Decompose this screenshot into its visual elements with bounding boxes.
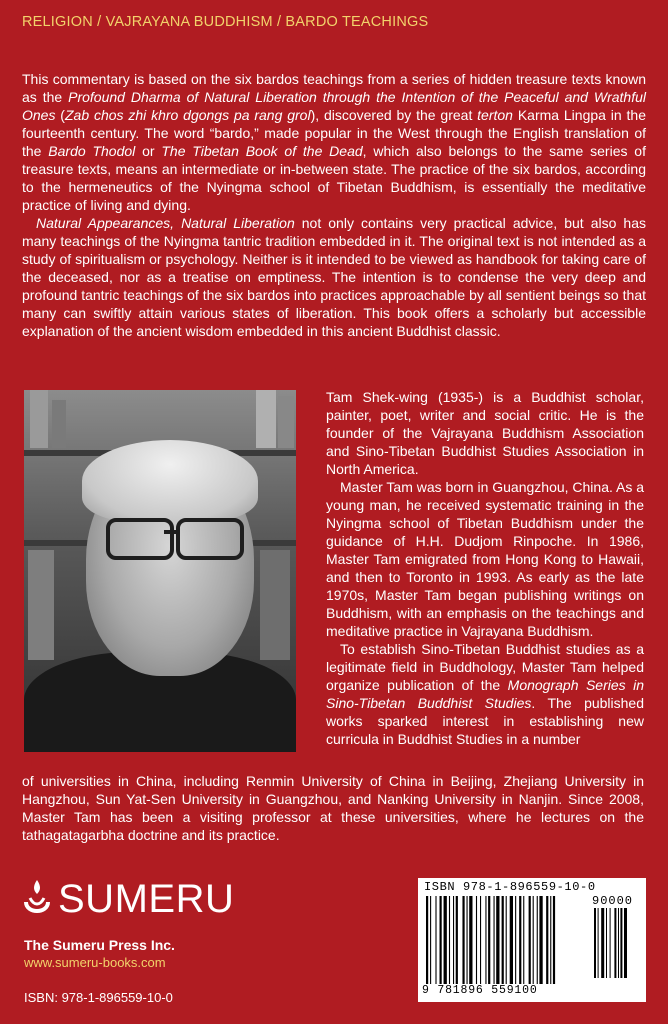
book-summary	[22, 70, 646, 340]
price-barcode-icon	[594, 908, 640, 978]
sumeru-logo-icon	[22, 876, 52, 922]
isbn-text: ISBN: 978-1-896559-10-0	[24, 990, 173, 1005]
summary-paragraph-2: Natural Appearances, Natural Liberation not only contains very practical advice, but also has many teachings of the Nyingma tantric tradition embedded in it. The original text is not intended as a study of spiritualism or psychology. Neither is it intended to be viewed as handbook for taking care of the deceased, nor as a treatise on emptiness. The intention is to condense the very deep and profound tantric teachings of the six bardos into practices approachable by all sentient beings so that many can swiftly attain various states of liberation. This book offers a scholarly but accessible explanation of the ancient wisdom embedded in this ancient Buddhist classic.	[22, 215, 646, 339]
ean-barcode-icon	[426, 896, 586, 984]
publisher-name: The Sumeru Press Inc.	[24, 937, 175, 953]
logo-wordmark: SUMERU	[58, 876, 235, 921]
barcode	[418, 878, 646, 1002]
author-bio	[326, 388, 644, 748]
summary-paragraph-1: This commentary is based on the six bardos teachings from a series of hidden treasure texts known as the Profound Dharma of Natural Liberation through the Intention of the Peaceful and Wrathful Ones (Zab chos zhi khro dgongs pa rang grol), discovered by the great terton Karma Lingpa in the fourteenth century. The word “bardo,” made popular in the West through the English translation of the Bardo Thodol or The Tibetan Book of the Dead, which also belongs to the same series of treasure texts, means an intermediate or in-between state. The practice of the six bardos, according to the hermeneutics of the Nyingma school of Tibetan Buddhism, is essentially the meditative practice of living and dying.	[22, 71, 647, 213]
category-heading: RELIGION / VAJRAYANA BUDDHISM / BARDO TEACHINGS	[22, 14, 429, 30]
publisher-website: www.sumeru-books.com	[24, 955, 166, 970]
barcode-price-code: 90000	[592, 894, 634, 908]
barcode-isbn-label: ISBN 978-1-896559-10-0	[424, 880, 596, 894]
bio-paragraph-3-continued: of universities in China, including Renmin University of China in Beijing, Zhejiang University in Hangzhou, Sun Yat-Sen University in Guangzhou, and Nanking University in Nanjin. Since 2008, Master Tam has been a visiting professor at these universities, where he lectures on the tathagatagarbha doctrine and its practice.	[22, 773, 644, 843]
bio-paragraph-1: Tam Shek-wing (1935-) is a Buddhist scholar, painter, poet, writer and social critic. He is the founder of the Vajrayana Buddhism Association and Sino-Tibetan Buddhist Studies Association in North America.	[326, 389, 644, 477]
author-photo	[24, 390, 296, 752]
bio-paragraph-3: To establish Sino-Tibetan Buddhist studies as a legitimate field in Buddhology, Master Tam helped organize publication of the Monograph Series in Sino-Tibetan Buddhist Studies. The published works sparked interest in establishing new curricula in Buddhist Studies in a number	[326, 641, 645, 747]
publisher-logo	[22, 876, 234, 922]
barcode-number: 9 781896 559100	[422, 984, 538, 997]
bio-paragraph-2: Master Tam was born in Guangzhou, China. As a young man, he received systematic training in the Nyingma school of Tibetan Buddhism under the guidance of H.H. Dudjom Rinpoche. In 1986, Master Tam emigrated from Hong Kong to Hawaii, and then to Toronto in 1993. As early as the late 1970s, Master Tam began publishing writings on Buddhism, with an emphasis on the teachings and meditative practice in Vajrayana Buddhism.	[326, 479, 645, 639]
